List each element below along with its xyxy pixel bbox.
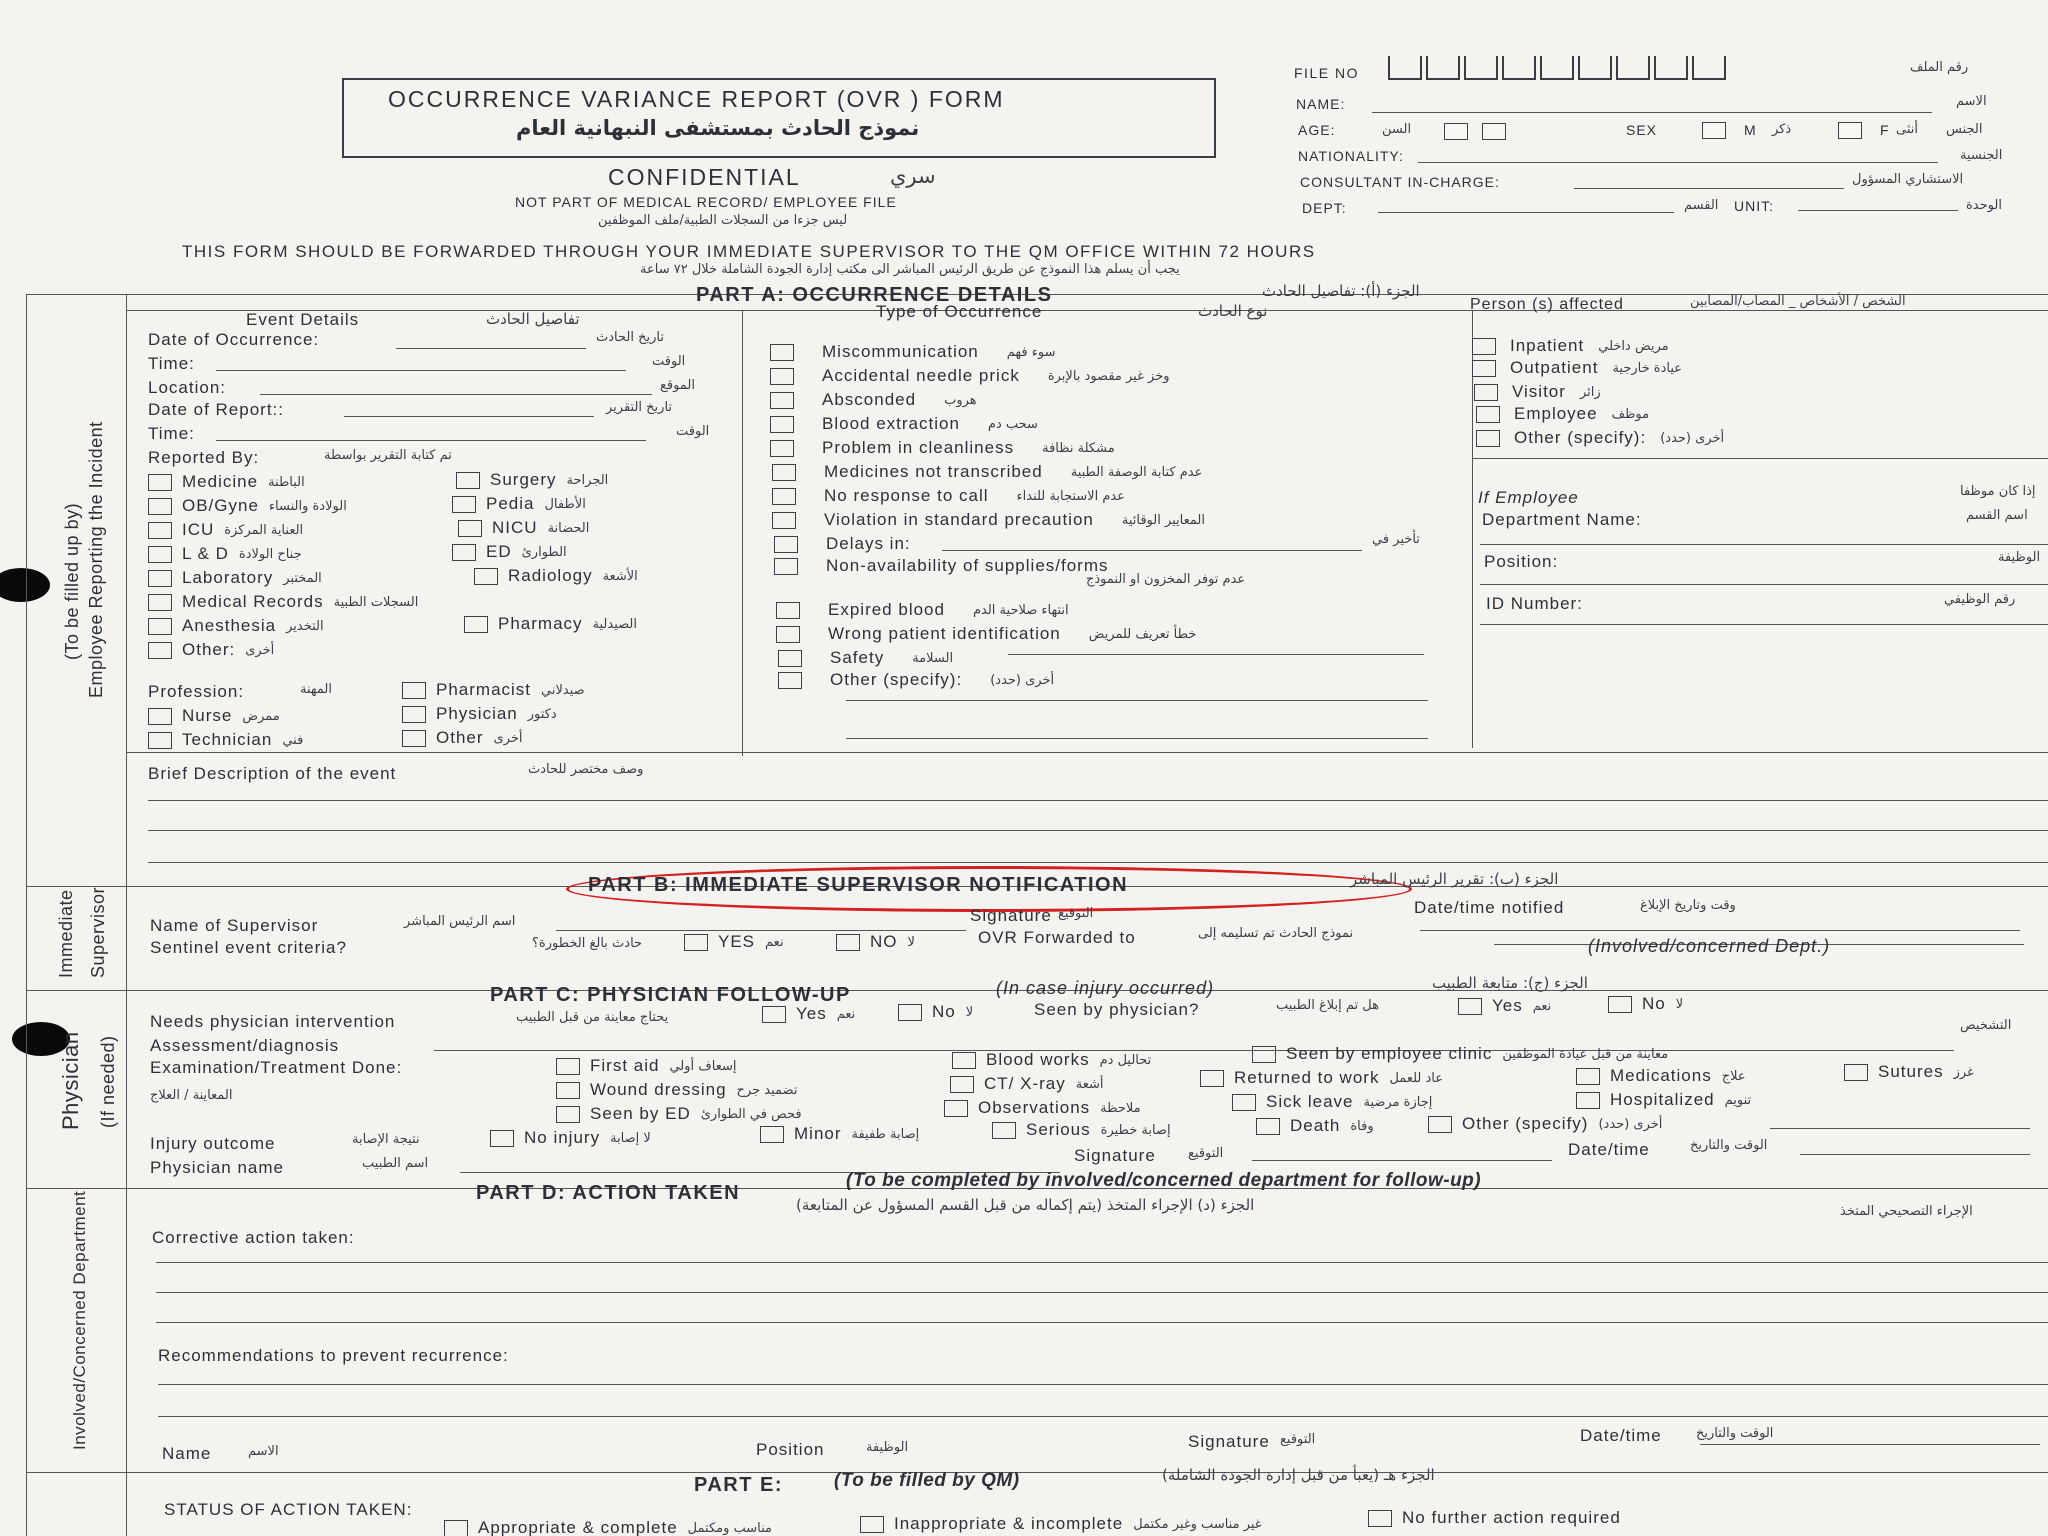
not-part-note: NOT PART OF MEDICAL RECORD/ EMPLOYEE FILE bbox=[515, 194, 897, 210]
injury-outcome-arabic: نتيجة الإصابة bbox=[352, 1132, 420, 1147]
position-label: Position: bbox=[1484, 552, 1559, 571]
ovr-forwarded-arabic: نموذج الحادث تم تسليمه إلى bbox=[1198, 926, 1354, 941]
part-c-title: PART C: PHYSICIAN FOLLOW-UP bbox=[490, 984, 851, 1006]
dept-checkbox-row[interactable]: Pharmacy الصيدلية bbox=[464, 614, 637, 634]
occurrence-checkbox-row[interactable]: Violation in standard precaution المعايير الوقائية bbox=[772, 510, 1205, 530]
side-column-divider bbox=[126, 294, 127, 1536]
status-option-checkbox[interactable]: Appropriate & complete مناسب ومكتمل bbox=[444, 1518, 772, 1536]
person-checkbox-row[interactable]: Inpatient مريض داخلي bbox=[1472, 336, 1669, 356]
treatment-checkbox-row[interactable]: Sick leave إجازة مرضية bbox=[1232, 1092, 1432, 1112]
physician-datetime-field[interactable] bbox=[1800, 1154, 2030, 1155]
sex-m-arabic: ذكر bbox=[1772, 122, 1792, 137]
treatment-checkbox-row[interactable]: Blood works تحاليل دم bbox=[952, 1050, 1151, 1070]
file-no-boxes[interactable] bbox=[1388, 56, 1730, 85]
unit-arabic: الوحدة bbox=[1966, 198, 2002, 213]
person-checkbox-row[interactable]: Employee موظف bbox=[1476, 404, 1649, 424]
position-field[interactable] bbox=[1480, 584, 2048, 585]
file-no-arabic: رقم الملف bbox=[1910, 60, 1969, 75]
sutures-checkbox[interactable]: Sutures غرز bbox=[1844, 1062, 1974, 1082]
treatment-checkbox-row[interactable]: Seen by employee clinic معاينة من قبل عيادة الموظفين bbox=[1252, 1044, 1668, 1064]
occurrence-checkbox-row[interactable]: Accidental needle prick وخز غير مقصود بالإبرة bbox=[770, 366, 1170, 386]
assessment-arabic: التشخيص bbox=[1960, 1018, 2012, 1033]
reported-by-label: Reported By: bbox=[148, 448, 260, 467]
injury-outcome-label: Injury outcome bbox=[150, 1134, 276, 1153]
corrective-action-arabic: الإجراء التصحيحي المتخذ bbox=[1840, 1204, 1973, 1219]
event-field-label: Date of Report:: bbox=[148, 400, 285, 419]
involved-dept-note: (Involved/concerned Dept.) bbox=[1588, 936, 1831, 956]
physician-signature-arabic: التوقيع bbox=[1188, 1146, 1224, 1161]
outcome-checkbox[interactable]: No injury لا إصابة bbox=[490, 1128, 651, 1148]
status-label: STATUS OF ACTION TAKEN: bbox=[164, 1500, 413, 1519]
dept-checkbox-row[interactable]: ED الطوارئ bbox=[452, 542, 567, 562]
dept-checkbox-row[interactable]: Other: أخرى bbox=[148, 640, 274, 660]
occurrence-checkbox-row[interactable]: Blood extraction سحب دم bbox=[770, 414, 1038, 434]
part-b-title-arabic: الجزء (ب): تقرير الرئيس المباشر bbox=[1350, 870, 1559, 888]
occurrence-checkbox-row[interactable]: Non-availability of supplies/forms bbox=[774, 556, 1109, 576]
dept-checkbox-row[interactable]: L & D جناح الولادة bbox=[148, 544, 302, 564]
profession-label: Profession: bbox=[148, 682, 245, 701]
delays-field[interactable] bbox=[942, 550, 1362, 551]
name-arabic: الاسم bbox=[1956, 94, 1987, 109]
needs-intervention-label: Needs physician intervention bbox=[150, 1012, 396, 1031]
seen-no-checkbox[interactable]: No لا bbox=[1608, 994, 1683, 1014]
event-field-input[interactable] bbox=[260, 394, 652, 395]
dept-checkbox-row[interactable]: ICU العناية المركزة bbox=[148, 520, 303, 540]
person-affected-heading: Person (s) affected bbox=[1470, 296, 1624, 313]
corrective-action-field[interactable] bbox=[156, 1262, 2048, 1263]
dept-checkbox-row[interactable]: Medical Records السجلات الطبية bbox=[148, 592, 418, 612]
forward-instruction: THIS FORM SHOULD BE FORWARDED THROUGH YOUR IMMEDIATE SUPERVISOR TO THE QM OFFICE WITHIN 72 HOURS bbox=[182, 242, 1316, 261]
event-details-heading: Event Details bbox=[246, 310, 360, 329]
age-label: AGE: bbox=[1298, 122, 1336, 138]
occurrence-checkbox-row[interactable]: No response to call عدم الاستجابة للنداء bbox=[772, 486, 1125, 506]
event-field-input[interactable] bbox=[216, 440, 646, 441]
status-option-checkbox[interactable]: No further action required bbox=[1368, 1508, 1621, 1528]
nationality-arabic: الجنسية bbox=[1960, 148, 2003, 163]
dept-field[interactable] bbox=[1378, 212, 1674, 213]
name-label: NAME: bbox=[1296, 96, 1346, 112]
nationality-label: NATIONALITY: bbox=[1298, 148, 1404, 164]
other-occurrence-field[interactable] bbox=[846, 700, 1428, 701]
person-affected-heading-arabic: الشخص / الأشخاص _ المصاب/المصابين bbox=[1690, 294, 1906, 309]
department-name-label: Department Name: bbox=[1482, 510, 1642, 529]
event-field-arabic: تاريخ الحادث bbox=[596, 330, 664, 345]
event-field-arabic: الوقت bbox=[652, 354, 686, 369]
side-label-part-d: Involved/Concerned Department bbox=[70, 1190, 89, 1450]
department-name-arabic: اسم القسم bbox=[1966, 508, 2028, 523]
consultant-label: CONSULTANT IN-CHARGE: bbox=[1300, 174, 1500, 190]
safety-field[interactable] bbox=[1008, 654, 1424, 655]
sex-m-checkbox[interactable] bbox=[1702, 122, 1726, 139]
part-d-title-arabic: الجزء (د) الإجراء المتخذ (يتم إكماله من قبل القسم المسؤول عن المتابعة) bbox=[796, 1196, 1255, 1214]
confidential-label: CONFIDENTIAL bbox=[608, 164, 801, 190]
profession-checkbox-row[interactable]: Pharmacist صيدلاني bbox=[402, 680, 585, 700]
treatment-checkbox-row[interactable]: First aid إسعاف أولي bbox=[556, 1056, 737, 1076]
physician-name-label: Physician name bbox=[150, 1158, 285, 1177]
punch-hole bbox=[0, 568, 50, 602]
sex-f-label: F bbox=[1880, 122, 1890, 138]
occurrence-checkbox-row[interactable]: Miscommunication سوء فهم bbox=[770, 342, 1055, 362]
event-field-input[interactable] bbox=[344, 416, 594, 417]
person-divider bbox=[1472, 458, 2048, 459]
needs-no-checkbox[interactable]: No لا bbox=[898, 1002, 973, 1022]
treatment-checkbox-row[interactable]: Seen by ED فحص في الطوارئ bbox=[556, 1104, 802, 1124]
part-a-body-bottom bbox=[126, 752, 2048, 753]
department-name-field[interactable] bbox=[1480, 544, 2048, 545]
part-d-name-arabic: الاسم bbox=[248, 1444, 279, 1459]
occurrence-checkbox-row[interactable]: Delays in: bbox=[774, 534, 911, 554]
part-d-position-label: Position bbox=[756, 1440, 825, 1459]
occurrence-checkbox-row[interactable]: Medicines not transcribed عدم كتابة الوصفة الطبية bbox=[772, 462, 1202, 482]
supervisor-signature-label: Signature bbox=[970, 906, 1052, 925]
treatment-checkbox-row[interactable]: Medications علاج bbox=[1576, 1066, 1746, 1086]
sentinel-arabic: حادث بالغ الخطورة؟ bbox=[532, 936, 643, 951]
frame-left bbox=[26, 294, 27, 1536]
file-no-label: FILE NO bbox=[1294, 65, 1359, 81]
part-d-datetime-arabic: الوقت والتاريخ bbox=[1696, 1426, 1774, 1441]
delays-arabic: تأخير في bbox=[1372, 532, 1420, 547]
physician-name-arabic: اسم الطبيب bbox=[362, 1156, 429, 1171]
date-notified-arabic: وقت وتاريخ الإبلاغ bbox=[1640, 898, 1736, 913]
occurrence-checkbox-row[interactable]: Wrong patient identification خطأ تعريف للمريض bbox=[776, 624, 1196, 644]
age-arabic: السن bbox=[1382, 122, 1412, 137]
name-field[interactable] bbox=[1372, 112, 1932, 113]
ovr-forwarded-label: OVR Forwarded to bbox=[978, 928, 1136, 947]
treatment-checkbox-row[interactable]: Observations ملاحظة bbox=[944, 1098, 1141, 1118]
outcome-other-field[interactable] bbox=[1770, 1128, 2030, 1129]
dept-checkbox-row[interactable]: Surgery الجراحة bbox=[456, 470, 608, 490]
needs-yes-checkbox[interactable]: Yes نعم bbox=[762, 1004, 855, 1024]
event-field-label: Date of Occurrence: bbox=[148, 330, 320, 349]
occurrence-checkbox-row[interactable]: Problem in cleanliness مشكلة نظافة bbox=[770, 438, 1115, 458]
sex-arabic: الجنس bbox=[1946, 122, 1983, 137]
event-field-label: Time: bbox=[148, 354, 195, 373]
dept-checkbox-row[interactable]: Medicine الباطنة bbox=[148, 472, 305, 492]
side-label-part-c-1: Physician bbox=[58, 1031, 83, 1130]
id-number-label: ID Number: bbox=[1486, 594, 1583, 613]
if-employee-arabic: إذا كان موظفا bbox=[1960, 484, 2036, 499]
type-heading: Type of Occurrence bbox=[876, 302, 1043, 321]
seen-by-physician-arabic: هل تم إبلاغ الطبيب bbox=[1276, 998, 1379, 1013]
person-checkbox-row[interactable]: Other (specify): أخرى (حدد) bbox=[1476, 428, 1724, 448]
recommendations-field[interactable] bbox=[158, 1416, 2048, 1417]
event-field-input[interactable] bbox=[396, 348, 586, 349]
occurrence-checkbox-row[interactable]: Expired blood انتهاء صلاحية الدم bbox=[776, 600, 1069, 620]
part-d-signature-arabic: التوقيع bbox=[1280, 1432, 1316, 1447]
non-availability-arabic: عدم توفر المخزون او النموذج bbox=[1086, 572, 1246, 587]
reported-by-arabic: تم كتابة التقرير بواسطة bbox=[324, 448, 452, 463]
date-notified-field[interactable] bbox=[1420, 930, 2020, 931]
treatment-checkbox-row[interactable]: Hospitalized تنويم bbox=[1576, 1090, 1751, 1110]
part-c-title-note: (In case injury occurred) bbox=[996, 978, 1215, 998]
sentinel-yes-checkbox[interactable]: YES نعم bbox=[684, 932, 784, 952]
other-occurrence-field[interactable] bbox=[846, 738, 1428, 739]
part-d-datetime-label: Date/time bbox=[1580, 1426, 1662, 1445]
dept-checkbox-row[interactable]: OB/Gyne الولادة والنساء bbox=[148, 496, 347, 516]
id-number-arabic: رقم الوظيفي bbox=[1944, 592, 2016, 607]
part-a-title: PART A: OCCURRENCE DETAILS bbox=[696, 284, 1053, 306]
sentinel-no-checkbox[interactable]: NO لا bbox=[836, 932, 915, 952]
dept-checkbox-row[interactable]: Radiology الأشعة bbox=[474, 566, 638, 586]
outcome-checkbox[interactable]: Death وفاة bbox=[1256, 1116, 1374, 1136]
part-b-title: PART B: IMMEDIATE SUPERVISOR NOTIFICATION bbox=[588, 874, 1129, 896]
event-field-label: Time: bbox=[148, 424, 195, 443]
sex-f-arabic: أنثى bbox=[1896, 122, 1918, 137]
dept-label: DEPT: bbox=[1302, 200, 1347, 216]
consultant-field[interactable] bbox=[1574, 188, 1844, 189]
treatment-label: Examination/Treatment Done: bbox=[150, 1058, 403, 1077]
physician-signature-field[interactable] bbox=[1252, 1160, 1552, 1161]
event-field-input[interactable] bbox=[216, 370, 626, 371]
corrective-action-field[interactable] bbox=[156, 1322, 2048, 1323]
seen-yes-checkbox[interactable]: Yes نعم bbox=[1458, 996, 1551, 1016]
dept-arabic: القسم bbox=[1684, 198, 1719, 213]
brief-description-label: Brief Description of the event bbox=[148, 764, 397, 783]
event-field-arabic: تاريخ التقرير bbox=[606, 400, 673, 415]
type-heading-arabic: نوع الحادث bbox=[1198, 302, 1268, 320]
part-c-title-arabic: الجزء (ج): متابعة الطبيب bbox=[1432, 974, 1588, 992]
dept-checkbox-row[interactable]: NICU الحضانة bbox=[458, 518, 589, 538]
brief-description-field[interactable] bbox=[148, 862, 2048, 863]
nationality-field[interactable] bbox=[1418, 162, 1938, 163]
physician-datetime-label: Date/time bbox=[1568, 1140, 1650, 1159]
part-d-bottom bbox=[26, 1472, 2048, 1473]
age-box[interactable] bbox=[1444, 123, 1468, 140]
physician-signature-label: Signature bbox=[1074, 1146, 1156, 1165]
form-title: OCCURRENCE VARIANCE REPORT (OVR ) FORM bbox=[388, 86, 1005, 112]
profession-checkbox-row[interactable]: Nurse ممرض bbox=[148, 706, 280, 726]
outcome-checkbox[interactable]: Other (specify) أخرى (حدد) bbox=[1428, 1114, 1662, 1134]
part-d-signature-label: Signature bbox=[1188, 1432, 1270, 1451]
part-d-title: PART D: ACTION TAKEN bbox=[476, 1182, 741, 1204]
side-label-part-a-2: Employee Reporting the Incident bbox=[86, 421, 106, 698]
part-d-position-arabic: الوظيفة bbox=[866, 1440, 909, 1455]
event-field-arabic: الوقت bbox=[676, 424, 710, 439]
needs-intervention-arabic: يحتاج معاينة من قبل الطبيب bbox=[516, 1010, 669, 1025]
if-employee-label: If Employee bbox=[1478, 488, 1579, 507]
assessment-label: Assessment/diagnosis bbox=[150, 1036, 340, 1055]
side-label-part-b-2: Supervisor bbox=[88, 886, 108, 978]
treatment-arabic: المعاينة / العلاج bbox=[150, 1088, 233, 1103]
assessment-field[interactable] bbox=[434, 1050, 1954, 1051]
treatment-checkbox-row[interactable]: Returned to work عاد للعمل bbox=[1200, 1068, 1443, 1088]
form-title-arabic: نموذج الحادث بمستشفى النبهانية العام bbox=[516, 116, 920, 140]
occurrence-checkbox-row[interactable]: Safety السلامة bbox=[778, 648, 953, 668]
not-part-note-arabic: ليس جزءا من السجلات الطبية/ملف الموظفين bbox=[598, 213, 848, 228]
brief-description-field[interactable] bbox=[148, 830, 2048, 831]
part-e-title-note: (To be filled by QM) bbox=[834, 1470, 1020, 1491]
outcome-checkbox[interactable]: Minor إصابة طفيفة bbox=[760, 1124, 919, 1144]
sex-label: SEX bbox=[1626, 122, 1658, 138]
forward-instruction-arabic: يجب أن يسلم هذا النموذج عن طريق الرئيس المباشر الى مكتب إدارة الجودة الشاملة خلال ٧٢ ساعة bbox=[640, 262, 1180, 277]
profession-checkbox-row[interactable]: Physician دكتور bbox=[402, 704, 557, 724]
col-divider-1 bbox=[742, 310, 743, 756]
profession-arabic: المهنة bbox=[300, 682, 332, 697]
date-notified-label: Date/time notified bbox=[1414, 898, 1565, 917]
side-label-part-b-1: Immediate bbox=[56, 889, 76, 978]
supervisor-name-label: Name of Supervisor bbox=[150, 916, 319, 935]
event-field-label: Location: bbox=[148, 378, 226, 397]
supervisor-signature-arabic: التوقيع bbox=[1058, 906, 1094, 921]
part-e-title: PART E: bbox=[694, 1474, 784, 1496]
sex-f-checkbox[interactable] bbox=[1838, 122, 1862, 139]
profession-checkbox-row[interactable]: Other أخرى bbox=[402, 728, 523, 748]
person-checkbox-row[interactable]: Visitor زائر bbox=[1474, 382, 1601, 402]
part-a-subheader-line bbox=[126, 310, 2048, 311]
outcome-checkbox[interactable]: Serious إصابة خطيرة bbox=[992, 1120, 1171, 1140]
part-d-datetime-field[interactable] bbox=[1700, 1444, 2040, 1445]
brief-description-arabic: وصف مختصر للحادث bbox=[528, 762, 644, 777]
age-box[interactable] bbox=[1482, 123, 1506, 140]
position-arabic: الوظيفة bbox=[1998, 550, 2041, 565]
unit-field[interactable] bbox=[1798, 210, 1958, 211]
corrective-action-label: Corrective action taken: bbox=[152, 1228, 355, 1247]
treatment-checkbox-row[interactable]: CT/ X-ray أشعة bbox=[950, 1074, 1103, 1094]
physician-datetime-arabic: الوقت والتاريخ bbox=[1690, 1138, 1768, 1153]
dept-checkbox-row[interactable]: Anesthesia التخدير bbox=[148, 616, 324, 636]
side-label-part-c-2: (If needed) bbox=[98, 1035, 118, 1128]
side-label-part-a-1: (To be filled up by) bbox=[62, 502, 82, 660]
dept-checkbox-row[interactable]: Laboratory المختبر bbox=[148, 568, 322, 588]
seen-by-physician-label: Seen by physician? bbox=[1034, 1000, 1200, 1019]
supervisor-name-arabic: اسم الرئيس المباشر bbox=[404, 914, 516, 929]
consultant-arabic: الاستشاري المسؤول bbox=[1852, 172, 1964, 187]
treatment-checkbox-row[interactable]: Wound dressing تضميد جرح bbox=[556, 1080, 797, 1100]
profession-checkbox-row[interactable]: Technician فني bbox=[148, 730, 303, 750]
sex-m-label: M bbox=[1744, 122, 1757, 138]
event-details-heading-arabic: تفاصيل الحادث bbox=[486, 310, 580, 328]
part-d-title-note: (To be completed by involved/concerned department for follow-up) bbox=[846, 1170, 1482, 1191]
event-field-arabic: الموقع bbox=[660, 378, 695, 393]
id-number-field[interactable] bbox=[1480, 624, 2048, 625]
supervisor-name-field[interactable] bbox=[556, 930, 966, 931]
brief-description-field[interactable] bbox=[148, 800, 2048, 801]
dept-checkbox-row[interactable]: Pedia الأطفال bbox=[452, 494, 586, 514]
part-d-name-label: Name bbox=[162, 1444, 212, 1463]
part-a-title-arabic: الجزء (أ): تفاصيل الحادث bbox=[1262, 282, 1420, 300]
part-e-title-arabic: الجزء هـ (يعبأ من قبل إدارة الجودة الشاملة) bbox=[1162, 1466, 1435, 1484]
recommendations-field[interactable] bbox=[158, 1384, 2048, 1385]
recommendations-label: Recommendations to prevent recurrence: bbox=[158, 1346, 509, 1365]
occurrence-checkbox-row[interactable]: Other (specify): أخرى (حدد) bbox=[778, 670, 1054, 690]
confidential-label-arabic: سري bbox=[890, 164, 936, 188]
corrective-action-field[interactable] bbox=[156, 1292, 2048, 1293]
person-checkbox-row[interactable]: Outpatient عيادة خارجية bbox=[1472, 358, 1682, 378]
status-option-checkbox[interactable]: Inappropriate & incomplete غير مناسب وغير مكتمل bbox=[860, 1514, 1262, 1534]
sentinel-label: Sentinel event criteria? bbox=[150, 938, 347, 957]
occurrence-checkbox-row[interactable]: Absconded هروب bbox=[770, 390, 977, 410]
unit-label: UNIT: bbox=[1734, 198, 1774, 214]
